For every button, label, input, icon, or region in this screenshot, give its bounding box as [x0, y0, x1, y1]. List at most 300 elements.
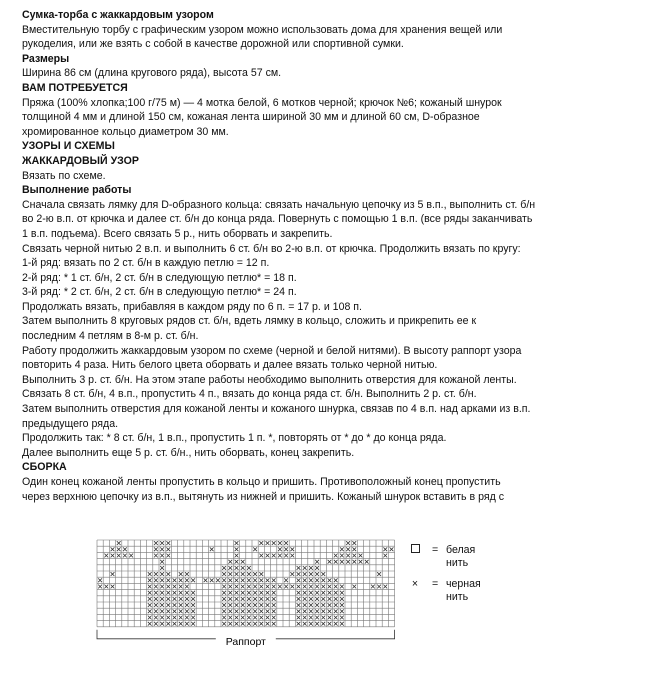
black-cell	[148, 585, 152, 589]
black-cell	[309, 578, 313, 582]
black-cell	[315, 585, 319, 589]
black-cell	[346, 554, 350, 558]
black-cell	[173, 609, 177, 613]
black-cell	[160, 616, 164, 620]
black-cell	[179, 597, 183, 601]
black-cell	[104, 585, 108, 589]
black-cell	[241, 609, 245, 613]
black-cell	[266, 541, 270, 545]
black-cell	[340, 591, 344, 595]
black-cell	[340, 560, 344, 564]
black-cell	[272, 541, 276, 545]
black-cell	[297, 616, 301, 620]
black-cell	[228, 578, 232, 582]
black-cell	[191, 622, 195, 626]
black-cell	[346, 560, 350, 564]
black-cell	[303, 622, 307, 626]
paragraph: Продолжить так: * 8 ст. б/н, 1 в.п., пропустить 1 п. *, повторять от * до * до конца ряда.	[22, 432, 447, 445]
black-cell	[315, 609, 319, 613]
black-cell	[241, 572, 245, 576]
black-cell	[377, 572, 381, 576]
black-cell	[160, 566, 164, 570]
paragraph: Вязать по схеме.	[22, 169, 106, 182]
black-cell	[179, 591, 183, 595]
black-cell	[253, 616, 257, 620]
black-cell	[309, 572, 313, 576]
black-cell	[315, 560, 319, 564]
black-cell	[328, 609, 332, 613]
document-title: Сумка-торба с жаккардовым узором	[22, 9, 214, 21]
black-cell	[383, 585, 387, 589]
black-cell	[235, 566, 239, 570]
black-cell	[334, 591, 338, 595]
section-heading: ЖАККАРДОВЫЙ УЗОР	[22, 154, 139, 167]
black-cell	[309, 603, 313, 607]
black-cell	[328, 616, 332, 620]
paragraph: Продолжать вязать, прибавляя в каждом ряду по 6 п. = 17 р. и 108 п.	[22, 300, 362, 313]
black-cell	[191, 616, 195, 620]
black-cell	[328, 603, 332, 607]
black-cell	[166, 572, 170, 576]
black-cell	[266, 585, 270, 589]
black-cell	[334, 597, 338, 601]
black-cell	[259, 616, 263, 620]
black-cell	[160, 578, 164, 582]
black-cell	[222, 578, 226, 582]
black-cell	[297, 572, 301, 576]
black-cell	[278, 554, 282, 558]
black-cell	[253, 622, 257, 626]
black-cell	[241, 566, 245, 570]
black-cell	[259, 541, 263, 545]
black-cell	[160, 622, 164, 626]
black-cell	[185, 609, 189, 613]
paragraph: Пряжа (100% хлопка;100 г/75 м) — 4 мотка белой, 6 мотков черной; крючок №6; кожаный шнурок толщиной 4 мм и длиной 150 см, кожаная лента шириной 30 мм и длиной 60 см, D-образное хромированное кольцо диаметром 30 мм.	[22, 96, 502, 138]
black-cell	[111, 572, 115, 576]
black-cell	[210, 578, 214, 582]
black-cell	[297, 585, 301, 589]
black-cell	[297, 609, 301, 613]
legend-equals: =	[432, 544, 439, 556]
black-cell	[247, 585, 251, 589]
black-cell	[222, 585, 226, 589]
black-cell	[241, 616, 245, 620]
black-cell	[303, 597, 307, 601]
black-cell	[235, 585, 239, 589]
black-cell	[359, 554, 363, 558]
black-cell	[309, 585, 313, 589]
black-cell	[235, 609, 239, 613]
black-cell	[185, 603, 189, 607]
black-cell	[160, 541, 164, 545]
black-cell	[297, 591, 301, 595]
paragraph: 2-й ряд: * 1 ст. б/н, 2 ст. б/н в следующую петлю* = 18 п.	[22, 271, 297, 284]
black-cell	[266, 609, 270, 613]
black-cell	[259, 609, 263, 613]
black-cell	[290, 585, 294, 589]
black-cell	[235, 554, 239, 558]
black-cell	[321, 597, 325, 601]
black-cell	[160, 609, 164, 613]
black-cell	[235, 591, 239, 595]
black-cell	[247, 622, 251, 626]
black-cell	[303, 578, 307, 582]
black-cell	[321, 591, 325, 595]
black-cell	[154, 603, 158, 607]
black-cell	[185, 578, 189, 582]
black-cell	[185, 616, 189, 620]
black-cell	[297, 578, 301, 582]
black-cell	[210, 547, 214, 551]
black-cell	[235, 541, 239, 545]
black-cell	[315, 597, 319, 601]
black-cell	[235, 578, 239, 582]
black-cell	[334, 603, 338, 607]
black-cell	[191, 597, 195, 601]
black-cell	[160, 591, 164, 595]
black-cell	[160, 560, 164, 564]
paragraph: Затем выполнить 8 круговых рядов ст. б/н, вдеть лямку в кольцо, сложить и прикрепить ее к последним 4 петлям в 8-м р. ст. б/н.	[22, 315, 477, 343]
black-cell	[383, 547, 387, 551]
paragraph: Связать 8 ст. б/н, 4 в.п., пропустить 4 п., вязать до конца ряда ст. б/н. Выполнить 2 р. ст. б/н.	[22, 388, 477, 401]
black-cell	[154, 616, 158, 620]
black-cell	[259, 597, 263, 601]
black-cell	[340, 585, 344, 589]
black-cell	[235, 616, 239, 620]
white-cell-icon	[408, 544, 422, 557]
black-cell	[352, 560, 356, 564]
black-cell	[253, 547, 257, 551]
pattern-chart	[95, 538, 405, 680]
black-cell	[228, 622, 232, 626]
legend-black-label: черная нить	[446, 578, 481, 603]
black-cell	[303, 603, 307, 607]
black-cell	[340, 609, 344, 613]
paragraph: Один конец кожаной ленты пропустить в кольцо и пришить. Противоположный конец пропустить через верхнюю цепочку из в.п., вытянуть из нижней и пришить. Кожаный шнурок вставить в ряд с	[22, 476, 504, 503]
paragraph: 1-й ряд: вязать по 2 ст. б/н в каждую петлю = 12 п.	[22, 257, 270, 270]
section-heading: Размеры	[22, 52, 70, 65]
black-cell	[340, 603, 344, 607]
black-cell	[346, 541, 350, 545]
black-cell	[321, 616, 325, 620]
black-cell	[383, 554, 387, 558]
black-cell	[228, 609, 232, 613]
black-cell	[154, 609, 158, 613]
black-cell	[315, 591, 319, 595]
black-cell	[328, 622, 332, 626]
black-cell	[222, 566, 226, 570]
black-cell	[228, 572, 232, 576]
black-cell	[191, 578, 195, 582]
black-cell	[173, 622, 177, 626]
paragraph: Сначала связать лямку для D-образного кольца: связать начальную цепочку из 5 в.п., выполнить ст. б/н во 2-ю в.п. от крючка и далее ст. б/н до конца ряда. Повернуть с помощью 1 в.п. (все ряды заканчивать 1 в.п. подъема). Всего связать 5 р., нить оборвать и закрепить.	[22, 198, 536, 240]
black-cell	[204, 578, 208, 582]
black-cell	[111, 547, 115, 551]
black-cell	[154, 622, 158, 626]
black-cell	[266, 554, 270, 558]
black-cell	[117, 554, 121, 558]
black-cell	[321, 603, 325, 607]
black-cell	[303, 572, 307, 576]
black-cell	[266, 597, 270, 601]
black-cell	[328, 585, 332, 589]
black-cell	[328, 578, 332, 582]
black-cell	[166, 547, 170, 551]
black-cell	[272, 554, 276, 558]
paragraph: Затем выполнить отверстия для кожаной ленты и кожаного шнурка, связав по 4 в.п. над арками из в.п. предыдущего ряда.	[22, 403, 531, 430]
cross-icon: ×	[411, 578, 419, 590]
black-cell	[284, 541, 288, 545]
black-cell	[303, 591, 307, 595]
black-cell	[309, 622, 313, 626]
black-cell	[247, 572, 251, 576]
black-cell	[334, 560, 338, 564]
black-cell	[166, 622, 170, 626]
section-heading: УЗОРЫ И СХЕМЫ	[22, 140, 115, 153]
black-cell	[247, 597, 251, 601]
black-cell	[315, 603, 319, 607]
black-cell	[297, 597, 301, 601]
black-cell	[154, 591, 158, 595]
black-cell	[253, 578, 257, 582]
black-cell	[340, 547, 344, 551]
paragraph: 3-й ряд: * 2 ст. б/н, 2 ст. б/н в следующую петлю* = 24 п.	[22, 286, 297, 299]
black-cell	[166, 578, 170, 582]
paragraph: Связать черной нитью 2 в.п. и выполнить 6 ст. б/н во 2-ю в.п. от крючка. Продолжить вязать по кругу:	[22, 242, 521, 255]
black-cell	[309, 609, 313, 613]
black-cell	[278, 585, 282, 589]
black-cell	[334, 622, 338, 626]
black-cell	[222, 591, 226, 595]
black-cell	[321, 572, 325, 576]
black-cell	[284, 554, 288, 558]
black-cell	[235, 603, 239, 607]
black-cell	[303, 585, 307, 589]
black-cell	[340, 554, 344, 558]
black-cell	[216, 578, 220, 582]
black-cell	[154, 541, 158, 545]
black-cell	[228, 560, 232, 564]
black-cell	[228, 603, 232, 607]
black-cell	[290, 547, 294, 551]
black-cell	[309, 591, 313, 595]
black-cell	[148, 572, 152, 576]
black-cell	[377, 585, 381, 589]
black-cell	[148, 597, 152, 601]
black-cell	[297, 566, 301, 570]
section-heading: ВАМ ПОТРЕБУЕТСЯ	[22, 81, 128, 94]
legend-equals: =	[432, 578, 439, 590]
black-cell	[272, 622, 276, 626]
black-cell	[247, 609, 251, 613]
black-cell	[185, 585, 189, 589]
paragraph: Выполнить 3 р. ст. б/н. На этом этапе работы необходимо выполнить отверстия для кожаной ленты.	[22, 373, 517, 386]
black-cell	[235, 572, 239, 576]
black-cell	[321, 585, 325, 589]
black-cell	[173, 591, 177, 595]
black-cell	[272, 609, 276, 613]
black-cell	[111, 554, 115, 558]
black-cell	[123, 554, 127, 558]
black-cell	[123, 547, 127, 551]
black-cell	[191, 603, 195, 607]
black-cell	[259, 622, 263, 626]
black-cell	[117, 541, 121, 545]
black-cell	[321, 578, 325, 582]
black-cell	[179, 609, 183, 613]
black-cell	[154, 597, 158, 601]
black-cell	[272, 585, 276, 589]
black-cell	[309, 566, 313, 570]
black-cell	[160, 597, 164, 601]
black-cell	[272, 591, 276, 595]
black-cell	[111, 585, 115, 589]
black-cell	[315, 566, 319, 570]
black-cell	[235, 597, 239, 601]
black-cell	[247, 603, 251, 607]
black-cell	[154, 554, 158, 558]
black-cell	[253, 585, 257, 589]
black-cell	[179, 603, 183, 607]
black-cell	[315, 616, 319, 620]
black-cell	[340, 622, 344, 626]
paragraph: Ширина 86 см (длина кругового ряда), высота 57 см.	[22, 67, 282, 80]
black-cell	[352, 554, 356, 558]
black-cell	[179, 622, 183, 626]
black-cell	[266, 591, 270, 595]
black-cell	[371, 585, 375, 589]
black-cell	[228, 597, 232, 601]
black-cell	[185, 572, 189, 576]
black-cell	[160, 547, 164, 551]
black-cell	[259, 603, 263, 607]
black-cell	[284, 547, 288, 551]
black-cell	[303, 609, 307, 613]
black-cell	[247, 566, 251, 570]
black-cell	[241, 597, 245, 601]
black-cell	[315, 622, 319, 626]
black-cell	[166, 554, 170, 558]
black-cell	[247, 578, 251, 582]
black-cell	[98, 585, 102, 589]
black-cell	[315, 578, 319, 582]
black-cell	[222, 616, 226, 620]
black-cell	[191, 609, 195, 613]
black-cell	[228, 616, 232, 620]
black-cell	[272, 603, 276, 607]
black-cell	[321, 622, 325, 626]
black-cell	[266, 622, 270, 626]
black-cell	[340, 597, 344, 601]
black-cell	[160, 585, 164, 589]
black-cell	[104, 554, 108, 558]
black-cell	[222, 622, 226, 626]
black-cell	[173, 603, 177, 607]
black-cell	[259, 554, 263, 558]
black-cell	[352, 585, 356, 589]
legend-white-label: белая нить	[446, 544, 476, 569]
black-cell	[247, 616, 251, 620]
black-cell	[166, 585, 170, 589]
black-cell	[241, 585, 245, 589]
black-cell	[253, 597, 257, 601]
black-cell	[297, 622, 301, 626]
black-cell	[309, 616, 313, 620]
black-cell	[173, 597, 177, 601]
black-cell	[241, 603, 245, 607]
black-cell	[359, 560, 363, 564]
black-cell	[148, 591, 152, 595]
black-cell	[241, 578, 245, 582]
black-cell	[166, 609, 170, 613]
black-cell	[185, 622, 189, 626]
black-cell	[148, 578, 152, 582]
black-cell	[166, 591, 170, 595]
black-cell	[154, 572, 158, 576]
black-cell	[222, 603, 226, 607]
black-cell	[148, 616, 152, 620]
black-cell	[228, 566, 232, 570]
black-cell	[241, 622, 245, 626]
black-cell	[241, 560, 245, 564]
black-cell	[117, 547, 121, 551]
black-cell	[321, 609, 325, 613]
black-cell	[154, 578, 158, 582]
paragraph: Далее выполнить еще 5 р. ст. б/н., нить оборвать, конец закрепить.	[22, 446, 355, 459]
black-cell	[278, 541, 282, 545]
black-cell	[328, 560, 332, 564]
black-cell	[259, 591, 263, 595]
black-cell	[166, 541, 170, 545]
black-cell	[334, 578, 338, 582]
black-cell	[290, 554, 294, 558]
black-cell	[259, 585, 263, 589]
section-heading: СБОРКА	[22, 461, 67, 474]
black-cell	[148, 609, 152, 613]
black-cell	[334, 554, 338, 558]
black-cell	[173, 578, 177, 582]
black-cell	[148, 622, 152, 626]
black-cell	[340, 616, 344, 620]
black-cell	[266, 603, 270, 607]
black-cell	[228, 591, 232, 595]
black-cell	[284, 578, 288, 582]
black-cell	[235, 560, 239, 564]
black-cell	[334, 609, 338, 613]
paragraph: Вместительную торбу с графическим узором можно использовать дома для хранения вещей или рукоделия, или же взять с собой в качестве дорожной или спортивной сумки.	[22, 23, 503, 51]
black-cell	[222, 572, 226, 576]
black-cell	[191, 591, 195, 595]
black-cell	[154, 585, 158, 589]
black-cell	[303, 616, 307, 620]
black-cell	[272, 597, 276, 601]
black-cell	[328, 591, 332, 595]
black-cell	[303, 566, 307, 570]
black-cell	[166, 603, 170, 607]
black-cell	[222, 609, 226, 613]
black-cell	[365, 560, 369, 564]
black-cell	[185, 591, 189, 595]
black-cell	[315, 572, 319, 576]
black-cell	[266, 616, 270, 620]
black-cell	[247, 591, 251, 595]
black-cell	[160, 572, 164, 576]
black-cell	[179, 578, 183, 582]
black-cell	[160, 603, 164, 607]
black-cell	[259, 572, 263, 576]
black-cell	[253, 603, 257, 607]
black-cell	[266, 578, 270, 582]
